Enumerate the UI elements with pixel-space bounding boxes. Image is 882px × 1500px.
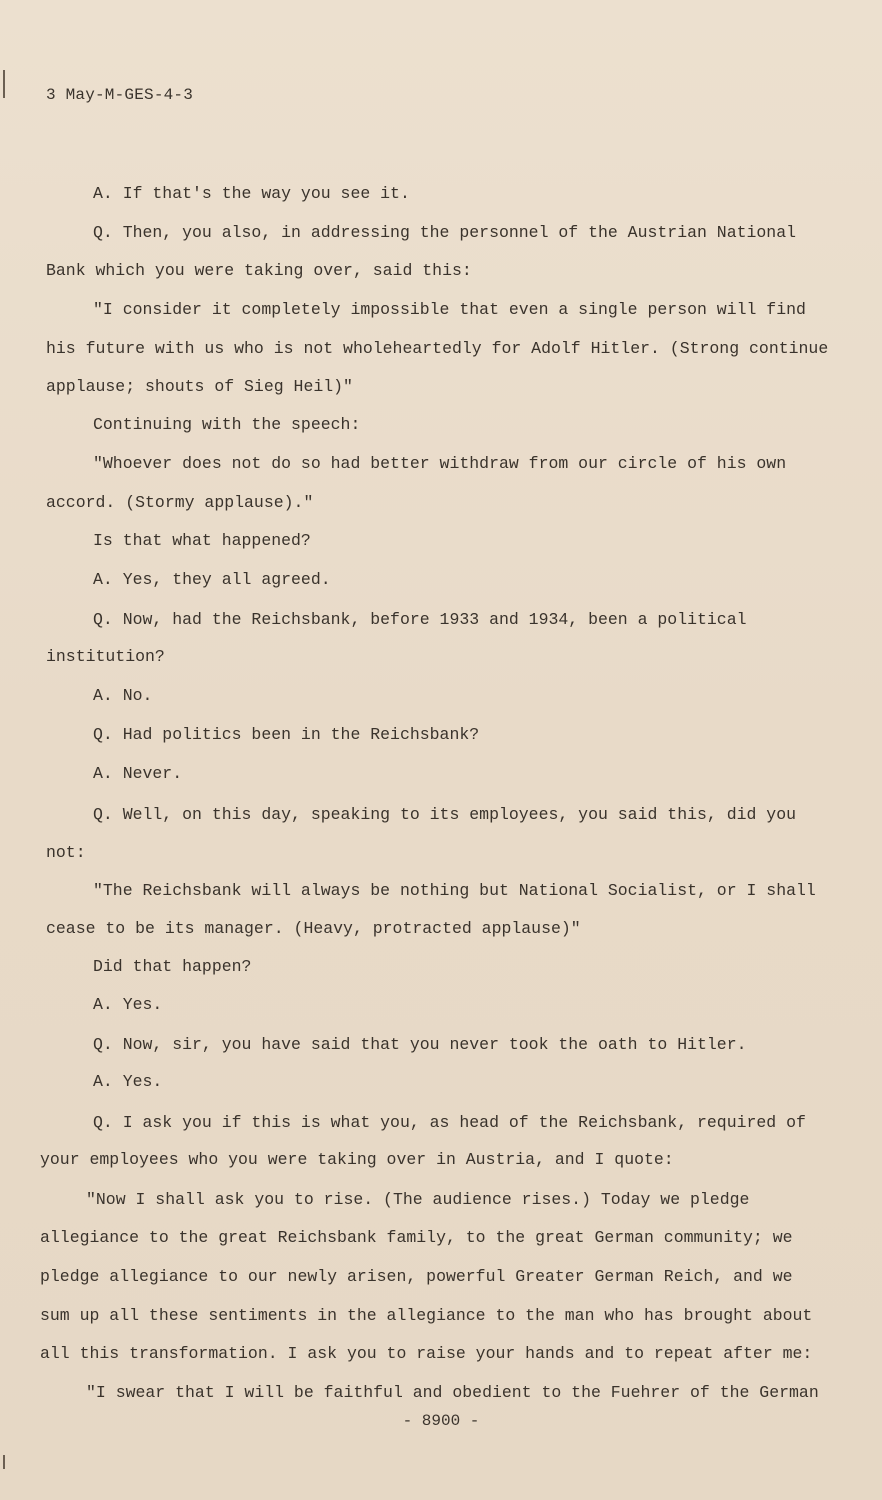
text-line: applause; shouts of Sieg Heil)" <box>46 377 353 396</box>
text-line: "Now I shall ask you to rise. (The audience rises.) Today we pledge <box>86 1190 750 1209</box>
text-line: cease to be its manager. (Heavy, protracted applause)" <box>46 919 581 938</box>
text-line: A. No. <box>93 686 153 705</box>
text-line: Q. Then, you also, in addressing the personnel of the Austrian National <box>93 223 797 242</box>
text-line: Q. I ask you if this is what you, as head of the Reichsbank, required of <box>93 1113 806 1132</box>
text-line: your employees who you were taking over in Austria, and I quote: <box>40 1150 674 1169</box>
text-line: pledge allegiance to our newly arisen, powerful Greater German Reich, and we <box>40 1267 793 1286</box>
text-line: not: <box>46 843 86 862</box>
text-line: Q. Well, on this day, speaking to its employees, you said this, did you <box>93 805 797 824</box>
document-reference: 3 May-M-GES-4-3 <box>46 86 194 104</box>
text-line: sum up all these sentiments in the allegiance to the man who has brought about <box>40 1306 813 1325</box>
text-line: accord. (Stormy applause)." <box>46 493 314 512</box>
text-line: "The Reichsbank will always be nothing but National Socialist, or I shall <box>93 881 816 900</box>
text-line: his future with us who is not wholeheartedly for Adolf Hitler. (Strong continue <box>46 339 829 358</box>
text-line: Q. Had politics been in the Reichsbank? <box>93 725 480 744</box>
text-line: Bank which you were taking over, said this: <box>46 261 472 280</box>
text-line: Q. Now, had the Reichsbank, before 1933 and 1934, been a political <box>93 610 747 629</box>
text-line: A. Never. <box>93 764 183 783</box>
text-line: Continuing with the speech: <box>93 415 361 434</box>
text-line: "I consider it completely impossible that even a single person will find <box>93 300 806 319</box>
margin-mark <box>3 70 5 98</box>
text-line: A. Yes, they all agreed. <box>93 570 331 589</box>
page-number: - 8900 - <box>402 1412 480 1430</box>
text-line: all this transformation. I ask you to raise your hands and to repeat after me: <box>40 1344 813 1363</box>
text-line: A. Yes. <box>93 1072 163 1091</box>
text-line: "I swear that I will be faithful and obedient to the Fuehrer of the German <box>86 1383 819 1402</box>
text-line: Is that what happened? <box>93 531 311 550</box>
text-line: "Whoever does not do so had better withdraw from our circle of his own <box>93 454 787 473</box>
text-line: allegiance to the great Reichsbank family, to the great German community; we <box>40 1228 793 1247</box>
margin-mark <box>3 1455 5 1469</box>
text-line: Did that happen? <box>93 957 252 976</box>
text-line: institution? <box>46 647 165 666</box>
text-line: A. Yes. <box>93 995 163 1014</box>
text-line: Q. Now, sir, you have said that you never took the oath to Hitler. <box>93 1035 747 1054</box>
text-line: A. If that's the way you see it. <box>93 184 410 203</box>
